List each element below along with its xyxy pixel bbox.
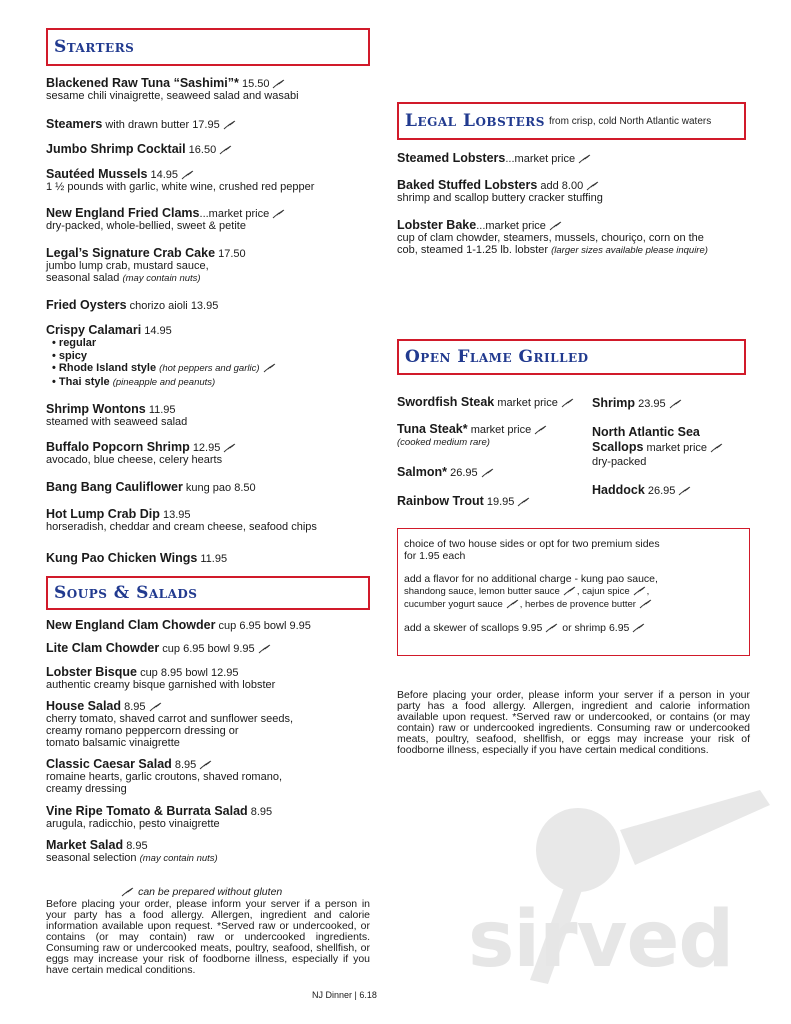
menu-item-steamers: Steamers with drawn butter 17.95 — [46, 118, 237, 131]
menu-item-shrimp-cocktail: Jumbo Shrimp Cocktail 16.50 — [46, 143, 233, 156]
gluten-legend: can be prepared without gluten — [118, 886, 282, 898]
menu-item-stuffed-lobster: Baked Stuffed Lobsters add 8.00 shrimp and scallop buttery cracker stuffing — [397, 178, 603, 204]
lobsters-header — [397, 102, 746, 140]
menu-item-cauliflower: Bang Bang Cauliflower kung pao 8.50 — [46, 480, 256, 494]
gluten-free-icon — [149, 702, 163, 712]
menu-item-tuna-steak: Tuna Steak* market price (cooked medium rare) — [397, 423, 548, 449]
sides-options-box — [397, 528, 750, 656]
menu-item-lite-chowder: Lite Clam Chowder cup 6.95 bowl 9.95 — [46, 642, 272, 655]
menu-item-mussels: Sautéed Mussels 14.95 1 ½ pounds with garlic, white wine, crushed red pepper — [46, 167, 315, 193]
menu-item-lobster-bake: Lobster Bake...market price cup of clam chowder, steamers, mussels, chouriço, corn on the cob, steamed 1-1.25 lb. lobster (larger sizes available please inquire) — [397, 218, 708, 256]
gluten-free-icon — [199, 760, 213, 770]
gluten-free-icon — [632, 623, 646, 633]
gluten-free-icon — [219, 145, 233, 155]
gluten-free-icon — [669, 399, 683, 409]
menu-item-chicken-wings: Kung Pao Chicken Wings 11.95 — [46, 551, 228, 565]
lobsters-subtitle: from crisp, cold North Atlantic waters — [548, 115, 712, 127]
gluten-free-icon — [534, 425, 548, 435]
menu-item-trout: Rainbow Trout 19.95 — [397, 495, 531, 508]
gluten-free-icon — [481, 468, 495, 478]
menu-item-crab-cake: Legal’s Signature Crab Cake 17.50 jumbo lump crab, mustard sauce, seasonal salad (may contain nuts) — [46, 246, 246, 284]
gluten-free-icon — [517, 497, 531, 507]
gluten-free-icon — [561, 398, 575, 408]
soups-header — [46, 576, 370, 610]
gluten-free-icon — [678, 486, 692, 496]
menu-item-steamed-lobster: Steamed Lobsters...market price — [397, 152, 592, 165]
gluten-free-icon — [506, 599, 520, 609]
gluten-free-icon — [272, 79, 286, 89]
menu-item-haddock: Haddock 26.95 — [592, 484, 692, 497]
menu-item-scallops: North Atlantic Sea Scallops market price dry-packed — [592, 425, 724, 469]
gluten-free-icon — [545, 623, 559, 633]
grilled-header — [397, 339, 746, 375]
menu-item-shrimp-wontons: Shrimp Wontons 11.95 steamed with seaweed salad — [46, 402, 188, 428]
menu-item-calamari: Crispy Calamari 14.95 • regular • spicy • Rhode Island style (hot peppers and garlic) • Thai style (pineapple and peanuts) — [46, 324, 277, 389]
gluten-free-icon — [272, 209, 286, 219]
menu-item-popcorn-shrimp: Buffalo Popcorn Shrimp 12.95 avocado, blue cheese, celery hearts — [46, 441, 237, 466]
flavor-note: add a flavor for no additional charge - kung pao sauce, shandong sauce, lemon butter sauce , cajun spice , cucumber yogurt sauce , herbes de provence butter — [404, 573, 658, 610]
gluten-free-icon — [639, 599, 653, 609]
lobsters-title: Legal Lobsters — [405, 111, 545, 131]
gluten-free-icon — [263, 363, 277, 373]
gluten-free-icon — [258, 644, 272, 654]
allergy-disclaimer-left: Before placing your order, please inform your server if a person in your party has a food allergy. Allergen, ingredient and calorie information available upon request. *Served raw or undercooked, or contains (or may contain) raw or undercooked ingredients. Consuming raw or undercooked meats, poultry, seafood, shellfish, or eggs may increase your risk of foodborne illness, especially if you have certain medical conditions. — [46, 898, 370, 976]
watermark-text: sirved — [468, 895, 734, 985]
gluten-free-icon — [563, 586, 577, 596]
soups-title: Soups & Salads — [54, 583, 198, 603]
menu-item-tuna: Blackened Raw Tuna “Sashimi”* 15.50 sesame chili vinaigrette, seaweed salad and wasabi — [46, 76, 299, 102]
skewer-note: add a skewer of scallops 9.95 or shrimp 6.95 — [404, 622, 749, 634]
sides-note: choice of two house sides or opt for two premium sides for 1.95 each — [404, 538, 660, 562]
grilled-title: Open Flame Grilled — [405, 347, 589, 367]
menu-item-swordfish: Swordfish Steak market price — [397, 396, 575, 409]
menu-item-salmon: Salmon* 26.95 — [397, 466, 495, 479]
menu-code: NJ Dinner | 6.18 — [312, 990, 377, 1000]
menu-item-house-salad: House Salad 8.95 cherry tomato, shaved carrot and sunflower seeds, creamy romano peppercorn dressing or tomato balsamic vinaigrette — [46, 699, 294, 749]
menu-item-burrata-salad: Vine Ripe Tomato & Burrata Salad 8.95 arugula, radicchio, pesto vinaigrette — [46, 804, 273, 830]
gluten-free-icon — [578, 154, 592, 164]
gluten-free-icon — [181, 170, 195, 180]
menu-item-market-salad: Market Salad 8.95 seasonal selection (may contain nuts) — [46, 838, 218, 864]
menu-item-fried-clams: New England Fried Clams...market price dry-packed, whole-bellied, sweet & petite — [46, 207, 286, 232]
gluten-free-icon — [549, 221, 563, 231]
gluten-free-icon — [633, 586, 647, 596]
menu-item-crab-dip: Hot Lump Crab Dip 13.95 horseradish, cheddar and cream cheese, seafood chips — [46, 507, 317, 533]
starters-title: Starters — [54, 37, 135, 57]
gluten-free-icon — [121, 887, 135, 897]
gluten-free-icon — [586, 181, 600, 191]
menu-item-clam-chowder: New England Clam Chowder cup 6.95 bowl 9.95 — [46, 618, 311, 632]
starters-header — [46, 28, 370, 66]
allergy-disclaimer-right: Before placing your order, please inform your server if a person in your party has a food allergy. Allergen, ingredient and calorie information available upon request. *Served raw or undercooked, or contains (or may contain) raw or undercooked ingredients. Consuming raw or undercooked meats, poultry, seafood, shellfish, or eggs may increase your risk of foodborne illness, especially if you have certain medical conditions. — [397, 689, 750, 756]
menu-item-caesar-salad: Classic Caesar Salad 8.95 romaine hearts, garlic croutons, shaved romano, creamy dressing — [46, 757, 283, 795]
gluten-free-icon — [223, 120, 237, 130]
menu-item-lobster-bisque: Lobster Bisque cup 8.95 bowl 12.95 authentic creamy bisque garnished with lobster — [46, 665, 276, 691]
menu-item-fried-oysters: Fried Oysters chorizo aioli 13.95 — [46, 298, 219, 312]
menu-item-shrimp: Shrimp 23.95 — [592, 397, 683, 410]
gluten-free-icon — [223, 443, 237, 453]
gluten-free-icon — [710, 443, 724, 453]
